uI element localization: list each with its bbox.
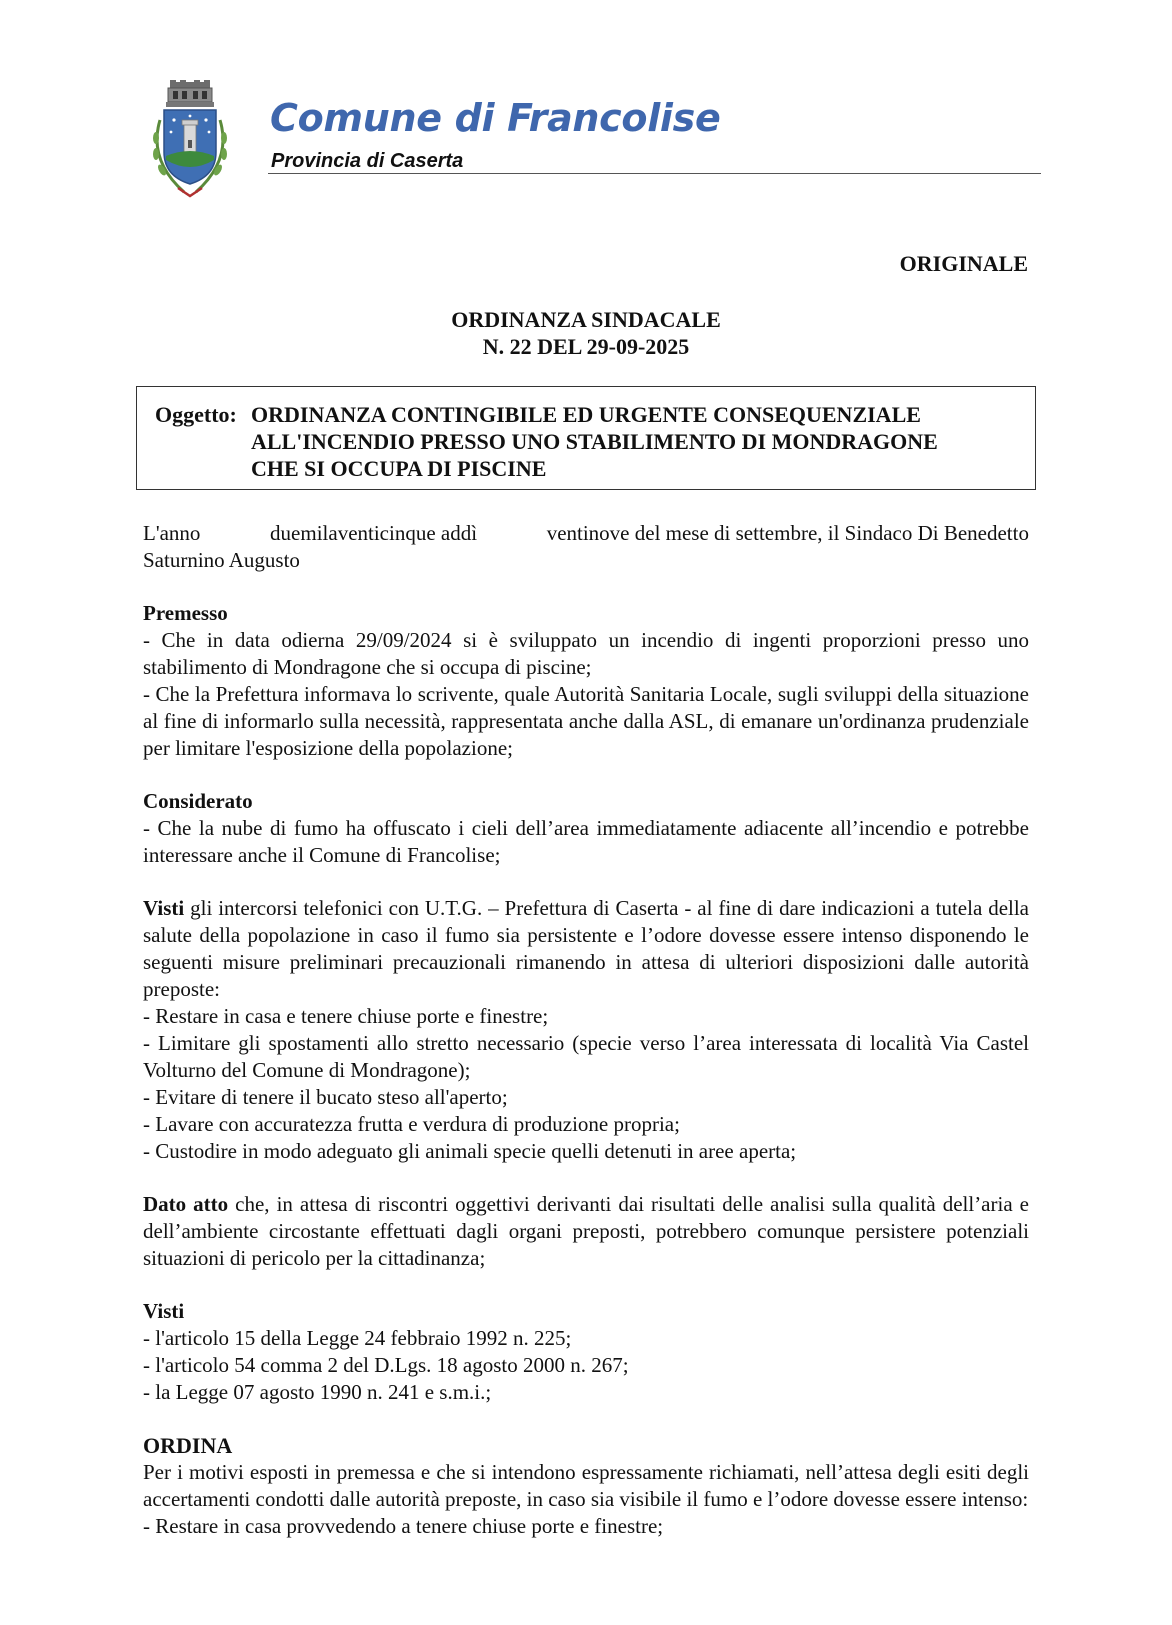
- intro-part: duemilaventicinque addì: [270, 521, 478, 545]
- premesso-item: - Che in data odierna 29/09/2024 si è sviluppato un incendio di ingenti proporzioni presso uno stabilimento di Mondragone che si occupa di piscine;: [143, 628, 1029, 679]
- ordinance-heading: [390, 306, 782, 360]
- document-status: ORIGINALE: [899, 251, 1028, 276]
- considerato-heading: Considerato: [143, 789, 253, 813]
- intro-line-2: Saturnino Augusto: [143, 548, 300, 572]
- premesso-heading: Premesso: [143, 601, 228, 625]
- subject-line: CHE SI OCCUPA DI PISCINE: [251, 456, 547, 481]
- ordinance-number-date: N. 22 DEL 29-09-2025: [482, 334, 690, 359]
- measure-item: - Evitare di tenere il bucato steso all'aperto;: [143, 1085, 508, 1109]
- dato-atto-paragraph: [143, 1191, 1029, 1272]
- ordina-item: - Restare in casa provvedendo a tenere chiuse porte e finestre;: [143, 1514, 664, 1538]
- visti-legge-heading: Visti: [143, 1299, 185, 1323]
- intro-part: L'anno: [143, 521, 201, 545]
- subject-line: ORDINANZA CONTINGIBILE ED URGENTE CONSEQUENZIALE: [251, 402, 921, 427]
- law-item: - la Legge 07 agosto 1990 n. 241 e s.m.i.;: [143, 1380, 492, 1404]
- ordinance-type: ORDINANZA SINDACALE: [451, 307, 721, 332]
- intro-line: [143, 520, 1029, 547]
- header-divider: [268, 173, 1041, 174]
- subject-label: Oggetto:: [155, 402, 237, 427]
- measure-item: - Lavare con accuratezza frutta e verdura di produzione propria;: [143, 1112, 680, 1136]
- intro-part: ventinove del mese di settembre, il Sindaco Di Benedetto: [546, 521, 1029, 545]
- considerato-item: - Che la nube di fumo ha offuscato i cieli dell’area immediatamente adiacente all’incendio e potrebbe interessare anche il Comune di Francolise;: [143, 816, 1029, 867]
- visti-text: gli intercorsi telefonici con U.T.G. – Prefettura di Caserta - al fine di dare indicazioni a tutela della salute della popolazione in caso il fumo sia persistente e l’odore dovesse essere intenso disponendo le seguenti misure preliminari precauzionali rimanendo in attesa di ulteriori disposizioni dalle autorità preposte:: [143, 896, 1029, 1001]
- law-item: - l'articolo 15 della Legge 24 febbraio 1992 n. 225;: [143, 1326, 572, 1350]
- dato-atto-text: che, in attesa di riscontri oggettivi derivanti dai risultati delle analisi sulla qualità dell’aria e dell’ambiente circostante effettuati dagli organi preposti, potrebbero comunque persistere potenziali situazioni di pericolo per la cittadinanza;: [143, 1192, 1029, 1270]
- municipal-coat-of-arms-icon: [144, 80, 236, 206]
- measure-item: - Custodire in modo adeguato gli animali specie quelli detenuti in aree aperta;: [143, 1139, 797, 1163]
- province-subtitle: Provincia di Caserta: [271, 150, 464, 172]
- municipality-title: Comune di Francolise: [270, 96, 721, 140]
- dato-atto-lead: Dato atto: [143, 1192, 229, 1216]
- visti-lead: Visti: [143, 896, 185, 920]
- measure-item: - Limitare gli spostamenti allo stretto necessario (specie verso l’area interessata di località Via Castel Volturno del Comune di Mondragone);: [143, 1031, 1029, 1082]
- ordina-heading: ORDINA: [143, 1433, 233, 1458]
- ordina-text: Per i motivi esposti in premessa e che si intendono espressamente richiamati, nell’attesa degli esiti degli accertamenti condotti dalle autorità preposte, in caso sia visibile il fumo e l’odore dovesse essere intenso:: [143, 1460, 1029, 1511]
- measure-item: - Restare in casa e tenere chiuse porte e finestre;: [143, 1004, 549, 1028]
- law-item: - l'articolo 54 comma 2 del D.Lgs. 18 agosto 2000 n. 267;: [143, 1353, 629, 1377]
- premesso-item: - Che la Prefettura informava lo scrivente, quale Autorità Sanitaria Locale, sugli sviluppi della situazione al fine di informarlo sulla necessità, rappresentata anche dalla ASL, di emanare un'ordinanza prudenziale per limitare l'esposizione della popolazione;: [143, 682, 1029, 760]
- document-body: [143, 520, 1029, 1540]
- visti-paragraph: [143, 895, 1029, 1003]
- subject-box: [136, 386, 1036, 490]
- subject-line: ALL'INCENDIO PRESSO UNO STABILIMENTO DI MONDRAGONE: [251, 429, 938, 454]
- subject-text: [251, 401, 1011, 482]
